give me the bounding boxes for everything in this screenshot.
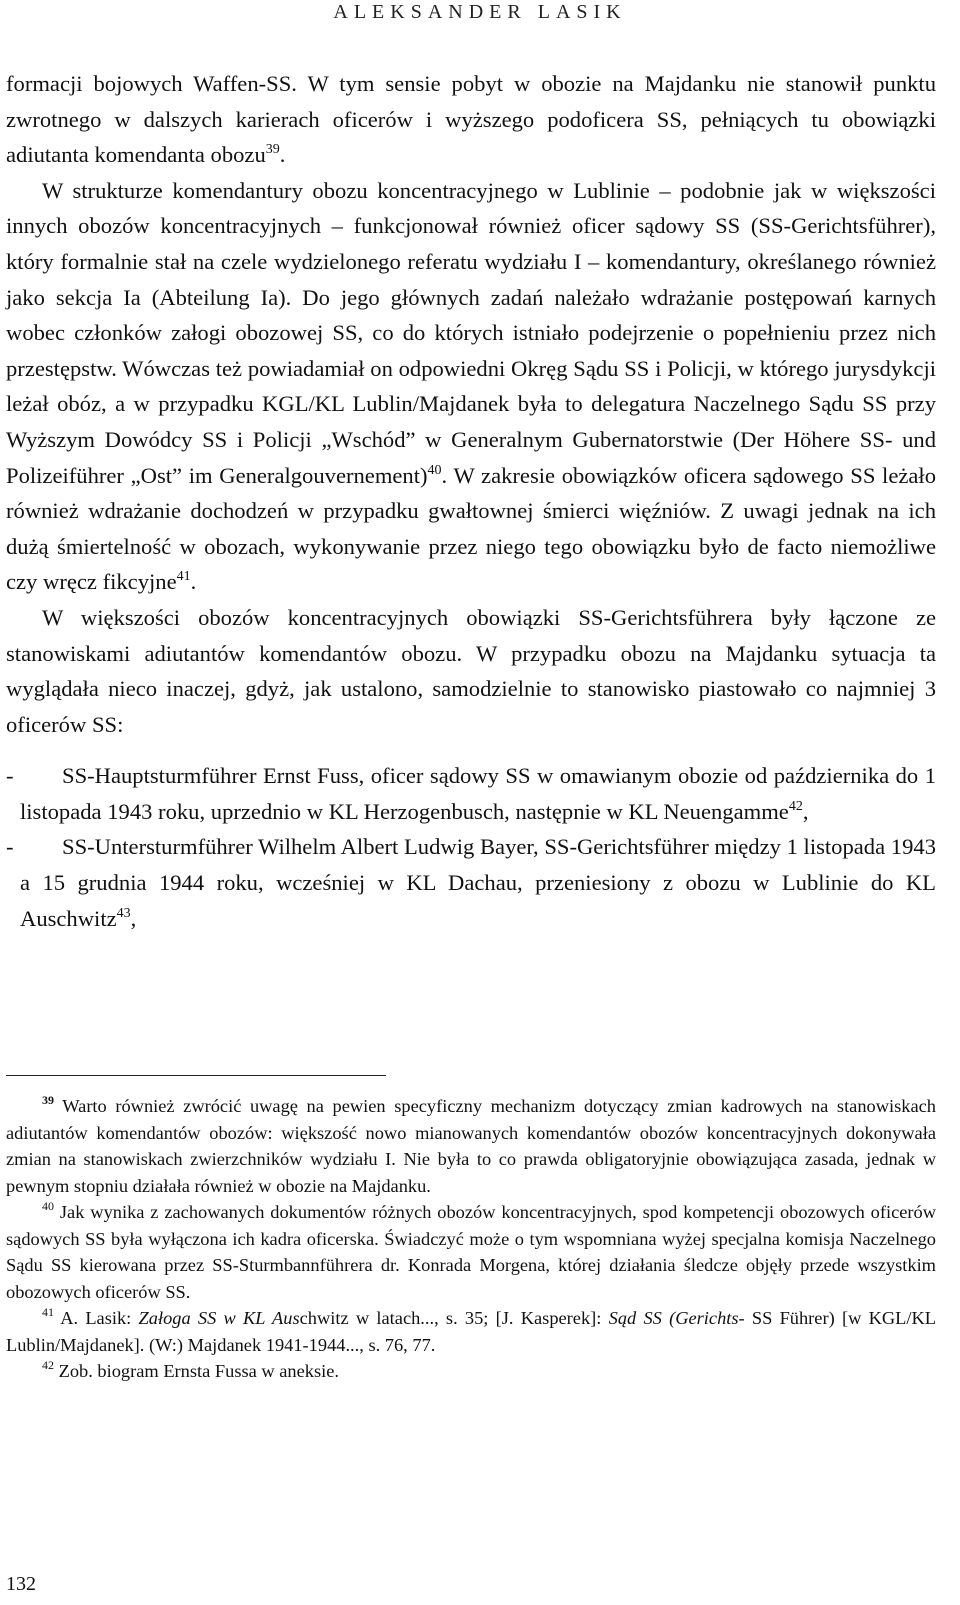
footnote-41: $^{41}$ A. Lasik: Załoga SS w KL Auschwitz w latach..., s. 35; [J. Kasperek]: Sąd SS (Gerichts- SS Führer) [w KGL/KL Lublin/Majdanek]. (W:) Majdanek 1941-1944..., s. 76, 77. — [6, 1305, 936, 1355]
footnote-ref-43: 43 — [116, 905, 131, 921]
list-dash: - — [6, 763, 14, 789]
footnote-40: $^{40}$ Jak wynika z zachowanych dokumentów różnych obozów koncentracyjnych, spod kompetencji obozowych oficerów sądowych SS była wyłączona ich kadra oficerska. Świadczyć może o tym wspomniana wyżej specjalna komisja Naczelnego Sądu SS kierowana przez SS-Sturmbannführera dr. Konrada Morgena, której działania śledcze objęły przede wszystkim obozowych oficerów SS. — [6, 1199, 936, 1302]
footnote-ref-41: 41 — [176, 569, 191, 585]
list-dash: - — [6, 834, 14, 860]
footnote-ref-42: 42 — [788, 798, 803, 814]
footnote-39: $^{39}$ Warto również zwrócić uwagę na pewien specyficzny mechanizm dotyczący zmian kadrowych na stanowiskach adiutantów komendantów obozów: większość nowo mianowanych komendantów obozów koncentracyjnych dokonywała zmian na stanowiskach zwierzchników wydziału I. Nie była to co prawda obligatoryjnie obowiązująca zasada, jednak w pewnym stopniu działała również w obozie na Majdanku. — [6, 1093, 936, 1196]
list-item: - SS-Untersturmführer Wilhelm Albert Ludwig Bayer, SS-Gerichtsführer między 1 listopada 1943 a 15 grudnia 1944 roku, wcześniej w KL Dachau, przeniesiony z obozu w Lublinie do KL Auschwitz$^{43}$, — [6, 829, 936, 936]
running-head: ALEKSANDER LASIK — [333, 1, 627, 23]
footnote-ref-39: 39 — [265, 142, 280, 158]
body-text — [6, 66, 936, 936]
paragraph-1: formacji bojowych Waffen-SS. W tym sensie pobyt w obozie na Majdanku nie stanowił punktu zwrotnego w dalszych karierach oficerów i wyższego podoficera SS, pełniących tu obowiązki adiutanta komendanta obozu$^{39}$. — [6, 71, 936, 168]
footnote-ref-40: 40 — [427, 462, 442, 478]
footnote-separator — [6, 1075, 386, 1076]
paragraph-3: W większości obozów koncentracyjnych obowiązki SS-Gerichtsführera były łączone ze stanowiskami adiutantów komendantów obozu. W przypadku obozu na Majdanku sytuacja ta wyglądała nieco inaczej, gdyż, jak ustalono, samodzielnie to stanowisko piastowało co najmniej 3 oficerów SS: — [6, 604, 936, 737]
paragraph-2: W strukturze komendantury obozu koncentracyjnego w Lublinie – podobnie jak w większości innych obozów koncentracyjnych – funkcjonował również oficer sądowy SS (SS-Gerichtsführer), który formalnie stał na czele wydzielonego referatu wydziału I – komendantury, określanego również jako sekcja Ia (Abteilung Ia). Do jego głównych zadań należało wdrażanie postępowań karnych wobec członków załogi obozowej SS, co do których istniało podejrzenie o popełnieniu przez nich przestępstw. Wówczas też powiadamiał on odpowiedni Okręg Sądu SS i Policji, w którego jurysdykcji leżał obóz, a w przypadku KGL/KL Lublin/Majdanek była to delegatura Naczelnego Sądu SS przy Wyższym Dowódcy SS i Policji „Wschód” w Generalnym Gubernatorstwie (Der Höhere SS- und Polizeiführer „Ost” im Generalgouvernement)$^{40}$. W zakresie obowiązków oficera sądowego SS leżało również wdrażanie dochodzeń w przypadku gwałtownej śmierci więźniów. Z uwagi jednak na ich dużą śmiertelność w obozach, wykonywanie przez niego tego obowiązku było de facto niemożliwe czy wręcz fikcyjne$^{41}$. — [6, 177, 936, 595]
list-item: - SS-Hauptsturmführer Ernst Fuss, oficer sądowy SS w omawianym obozie od października do 1 listopada 1943 roku, uprzednio w KL Herzogenbusch, następnie w KL Neuengamme$^{42}$, — [6, 758, 936, 829]
officer-list — [6, 758, 936, 936]
footnotes — [6, 1093, 936, 1385]
footnote-42: $^{42}$ Zob. biogram Ernsta Fussa w aneksie. — [42, 1358, 340, 1381]
page-number: 132 — [6, 1573, 36, 1595]
